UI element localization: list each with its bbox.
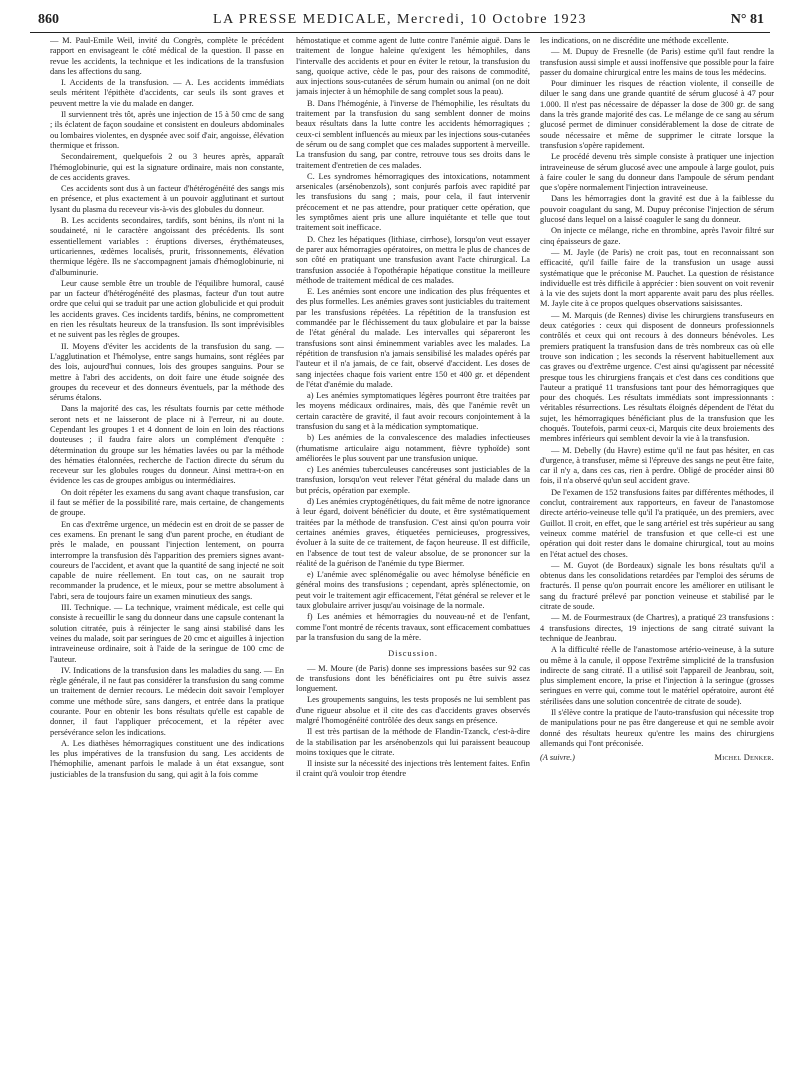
paragraph: e) L'anémie avec splénomégalie ou avec hémolyse bénéficie en général moins des transfusions ; cependant, après splénectomie, on peut voir le traitement agir efficacement, l'état général se relever et le taux globulaire arriver jusqu'au voisinage de la normale. (296, 570, 530, 611)
paragraph: Discussion. (388, 649, 438, 659)
paragraph: Dans la majorité des cas, les résultats fournis par cette méthode seront nets et ne laisseront de place ni à l'erreur, ni au doute. Cependant les groupes 1 et 4 donnent de loin en loin des réactions douteuses ; il faudra faire alors un complément d'enquête : détermination du groupe sur les hématies lavées ou par la méthode des hématies étalonnées, recherche de l'action directe du sérum du receveur sur les globules rouges du donneur. Ainsi mettra-t-on en évidence les cas de groupes ambigus ou intermédiaires. (50, 404, 284, 486)
paragraph: Il est très partisan de la méthode de Flandin-Tzanck, c'est-à-dire de la stabilisation par les arsénobenzols qui lui paraissent beaucoup moins toxiques que le citrate. (296, 727, 530, 757)
text-column-left (50, 36, 284, 1074)
paragraph: Secondairement, quelquefois 2 ou 3 heures après, apparaît l'hémoglobinurie, qui est la signature ordinaire, mais non constante, de ces accidents graves. (50, 152, 284, 182)
text-column-right (540, 36, 774, 1074)
paragraph: d) Les anémies cryptogénétiques, du fait même de notre ignorance à leur égard, doivent bénéficier du doute, et être systématiquement traitées par la méthode de transfusion. C'est ainsi qu'on pourra voir certaines anémies graves, étiquetées pernicieuses, progressives, évoluer à la suite de ce traitement, de façon heureuse. Il est difficile, en l'absence de tout test de valeur absolue, de se prononcer sur la réalité de la guérison de l'anémie du type Biermer. (296, 497, 530, 568)
paragraph: III. Technique. — La technique, vraiment médicale, est celle qui consiste à recueillir le sang du donneur dans une capsule contenant la solution citratée, puis à réinjecter le sang ainsi stabilisé dans les veines du malade, soit par seringues de 20 cmc et aiguilles à injection intraveineuse ordinaire, soit à l'aide de la seringue de 100 cmc de l'auteur. (50, 603, 284, 664)
page-number: 860 (38, 12, 59, 27)
to-be-continued: (A suivre.) (540, 753, 575, 763)
paragraph: B. Dans l'hémogénie, à l'inverse de l'hémophilie, les résultats du traitement par la transfusion du sang semblent donner de moins beaux résultats dans la lutte contre les accidents hémorragiques ; ceux-ci semblent influencés au mieux par les injections sous-cutanées de sérum ou de sang complet que ces malades supportent à merveille. La transfusion du sang, par contre, retrouve tous ses droits dans le traitement d'entretien de ces malades. (296, 98, 530, 170)
paragraph: a) Les anémies symptomatiques légères pourront être traitées par les moyens médicaux ordinaires, mais, dès que l'anémie revêt un certain caractère de gravité, il faut avoir recours conjointement à la transfusion du sang et à la médication symptomatique. (296, 391, 530, 431)
paragraph: B. Les accidents secondaires, tardifs, sont bénins, ils n'ont ni la soudaineté, ni le caractère angoissant des précédents. Ils sont essentiellement variables : éruptions diverses, érythémateuses, urticariennes, œdèmes localisés, prurit, frissonnements, élévation thermique légère. Ils ne s'accompagnent jamais d'hémoglobinurie, ni d'albuminurie. (50, 216, 284, 277)
paragraph: Il surviennent très tôt, après une injection de 15 à 50 cmc de sang ; ils éclatent de façon soudaine et consistent en douleurs abdominales ou lombaires violentes, en dyspnée avec soif d'air, angoisse, élévation thermique et frisson. (50, 110, 284, 150)
paragraph: Les groupements sanguins, les tests proposés ne lui semblent pas d'une rigueur absolue et il cite des cas d'accidents graves observés malgré l'homogénéité contrôlée des deux sangs en présence. (296, 695, 530, 725)
paragraph: I. Accidents de la transfusion. — A. Les accidents immédiats seuls méritent l'épithète d'accidents, car seuls ils sont graves et peuvent mettre la vie du malade en danger. (50, 78, 284, 108)
paragraph: Leur cause semble être un trouble de l'équilibre humoral, causé par un facteur d'hétérogénéité des plasmas, facteur d'un tout autre ordre que celui qui se traduit par une action globulicide et qui produit les accidents graves. Ces incidents tardifs, bénins, ne compromettent en rien les résultats heureux de la transfusion. Ils sont imprévisibles et ne suivent pas les règles de groupes. (50, 278, 284, 340)
author-signature: Michel Denker. (714, 753, 774, 763)
paragraph: C. Les syndromes hémorragiques des intoxications, notamment arsenicales (arsénobenzols), sont conjurés parfois avec rapidité par les transfusions du sang ; mais, pour cela, il faut intervenir précocement et ne pas attendre, pour pratiquer cette opération, que les symptômes aient pris une allure inquiétante et telle que tout traitement soit inefficace. (296, 171, 530, 233)
paragraph: Dans les hémorragies dont la gravité est due à la faiblesse du pouvoir coagulant du sang, M. Dupuy préconise l'injection de sérum glucosé dans lequel on a laissé coaguler le sang du donneur. (540, 194, 774, 225)
paragraph: Il s'élève contre la pratique de l'auto-transfusion qui nécessite trop de manipulations pour ne pas être dangereuse et qui ne semble avoir donné des résultats heureux qu'entre les mains des chirurgiens allemands qui l'ont préconisée. (540, 708, 774, 748)
paragraph: Ces accidents sont dus à un facteur d'hétérogénéité des sangs mis en présence, et plus exactement à un pouvoir agglutinant et surtout lysant du plasma du receveur vis-à-vis des globules du donneur. (50, 184, 284, 214)
paragraph: b) Les anémies de la convalescence des maladies infectieuses (rhumatisme articulaire aigu notamment, fièvre typhoïde) sont améliorées le plus souvent par une transfusion unique. (296, 433, 530, 463)
article-footer (540, 753, 774, 763)
paragraph: E. Les anémies sont encore une indication des plus fréquentes et des plus formelles. Les anémies graves sont justiciables du traitement par les transfusions répétées. La répétition de la transfusion est commandée par le fléchissement du taux globulaire et par la baisse de l'état général du malade. Les intervalles qui sépareront les transfusions sont ainsi éminemment variables avec les malades. La répétition de transfusion n'a jamais sensibilisé les malades opérés par l'auteur et il n'a jamais, de ce fait, observé d'accident. Les doses de sang injectées chaque fois varient entre 150 et 400 gr. et dépendent de l'état d'anémie du malade. (296, 287, 530, 389)
paragraph: A la difficulté réelle de l'anastomose artério-veineuse, à la suture ou même à la canule, il oppose l'extrême simplicité de la transfusion indirecte de sang citraté. Il a utilisé soit l'appareil de Jeanbrau, soit, plus simplement encore, la prise et l'injection à la seringue (grosses seringues en verre qui, comme tout le matériel opératoire, auront été stérilisées dans une solution concentrée de citrate de soude). (540, 645, 774, 706)
paragraph: — M. de Fourmestraux (de Chartres), a pratiqué 23 transfusions : 4 transfusions directes, 19 injections de sang citraté suivant la technique de Jeanbrau. (540, 613, 774, 643)
journal-title: LA PRESSE MEDICALE, Mercredi, 10 Octobre 1923 (213, 12, 587, 27)
issue-number: N° 81 (730, 12, 764, 27)
paragraph: — M. Guyot (de Bordeaux) signale les bons résultats qu'il a obtenus dans les consolidations retardées par l'emploi des sérums de fracturés. Il pense qu'on pourrait encore les améliorer en utilisant le sang du fracturé prélevé par ponction veineuse et stabilisé par le citrate de soude. (540, 560, 774, 612)
paragraph: D. Chez les hépatiques (lithiase, cirrhose), lorsqu'on veut essayer de parer aux hémorragies opératoires, on mettra le plus de chances de son côté en pratiquant une transfusion avant l'acte chirurgical. La transfusion associée à l'opothérapie hépatique constitue la meilleure méthode de traitement médical de ces malades. (296, 234, 530, 285)
paragraph: — M. Dupuy de Fresnelle (de Paris) estime qu'il faut rendre la transfusion aussi simple et aussi inoffensive que possible pour la faire passer du domaine chirurgical entre les mains de tous les médecins. (540, 47, 774, 77)
paragraph: f) Les anémies et hémorragies du nouveau-né et de l'enfant, comme l'ont montré de récents travaux, sont efficacement combattues par la transfusion du sang de la mère. (296, 612, 530, 642)
paragraph: les indications, on ne discrédite une méthode excellente. (540, 36, 729, 45)
paragraph: — M. Marquis (de Rennes) divise les chirurgiens transfuseurs en deux catégories : ceux qui disposent de donneurs professionnels contrôlés et ceux qui ont recours à des donneurs bénévoles. Les premiers pratiquent la transfusion dans de très nombreux cas où elle trouve son indication ; les seconds la réservent habituellement aux cas graves ou d'extrême urgence. C'est ainsi qu'agissent par nécessité presque tous les chirurgiens français et c'est dans ces conditions que l'auteur a pratiqué 11 transfusions tant pour des hémorragiques que pour des choqués. Les résultats immédiats sont impressionnants : véritables résurrections. Les résultats éloignés dépendent de l'état du sujet, les hémorragiques bénéficiant plus de la transfusion que les choqués. Toutefois, parmi ceux-ci, Marquis cite deux broiements des membres inférieurs qui semblent devoir la vie à la transfusion. (540, 310, 774, 444)
text-column-middle (296, 36, 530, 1074)
paragraph: II. Moyens d'éviter les accidents de la transfusion du sang. — L'agglutination et l'hémolyse, entre sangs humains, sont réglées par des lois, aujourd'hui connues, lois des groupes sanguins. Pour se mettre à l'abri des accidents, on doit faire une étude soignée des groupes du receveur et des donneurs éventuels, par la méthode des sérums étalons. (50, 341, 284, 403)
paragraph: hémostatique et comme agent de lutte contre l'anémie aiguë. Dans le traitement de longue haleine qu'exigent les hémophiles, dans l'intervalle des accidents et pour en éviter le retour, la transfusion du sang, quoique active, cède le pas, pour des raisons de commodité, aux injections sous-cutanées de sérum humain ou animal (on ne doit jamais injecter à un hémophile de sang complet sous la peau). (296, 36, 530, 97)
paragraph: — M. Moure (de Paris) donne ses impressions basées sur 92 cas de transfusions dont les bénéficiaires ont pu être suivis assez longuement. (296, 663, 530, 694)
paragraph: Il insiste sur la nécessité des injections très lentement faites. Enfin il craint qu'à vouloir trop étendre (296, 759, 530, 779)
page-header (30, 10, 770, 33)
paragraph: A. Les diathèses hémorragiques constituent une des indications les plus impératives de la transfusion du sang. Les accidents de l'hémophilie, amenant parfois le malade à un état exsangue, sont justiciables de la transfusion du sang, qui agit à la fois comme (50, 738, 284, 779)
paragraph: En cas d'extrême urgence, un médecin est en droit de se passer de ces examens. En prenant le sang d'un parent proche, en étudiant de près le malade, en poussant l'injection lentement, on pourra interrompre la transfusion dès l'apparition des premiers signes avant-coureurs de l'accident, et avant que la quantité de sang injecté ne soit capable de nuire réellement. En tout cas, on ne saurait trop recommander la prudence, et le mieux, pour se mettre absolument à l'abri, sera de toujours faire un examen minutieux des sangs. (50, 519, 284, 601)
paragraph: IV. Indications de la transfusion dans les maladies du sang. — En règle générale, il ne faut pas considérer la transfusion du sang comme un traitement de dernier recours. Le médecin doit savoir l'employer comme une méthode sûre, sans dangers, et entrée dans la pratique courante. Pour en obtenir les bons résultats qu'elle est capable de donner, il faut l'appliquer précocement, et la répéter avec persévérance selon les indications. (50, 665, 284, 737)
paragraph: — M. Paul-Emile Weil, invité du Congrès, complète le précédent rapport en envisageant le côté médical de la question. Il passe en revue les accidents, la technique et les indications de la transfusion dans les affections du sang. (50, 36, 284, 76)
paragraph: — M. Debelly (du Havre) estime qu'il ne faut pas hésiter, en cas d'urgence, à transfuser, même si l'épreuve des sangs ne peut être faite, car il n'y a, dans ces cas, rien à perdre. Obligé de procéder ainsi 80 fois, il n'a observé qu'un seul accident grave. (540, 445, 774, 486)
paragraph: c) Les anémies tuberculeuses cancéreuses sont justiciables de la transfusion, lorsqu'on veut relever l'état général du malade dans un but précis, opération par exemple. (296, 465, 530, 495)
paragraph: De l'examen de 152 transfusions faites par différentes méthodes, il conclut, contrairement aux rapporteurs, en faveur de l'anastomose directe artério-veineuse telle qu'il l'a pratiquée, un des premiers, avec Guillot. Il croit, en effet, que le sang artériel est très supérieur au sang veineux comme matériel de transfusion et que celle-ci est une opération qui doit rester dans le domaine chirurgical, tout au moins en l'état actuel des choses. (540, 487, 774, 559)
paragraph: On injecte ce mélange, riche en thrombine, après l'avoir filtré sur cinq épaisseurs de gaze. (540, 226, 774, 246)
paragraph: — M. Jayle (de Paris) ne croit pas, tout en reconnaissant son efficacité, qu'il faille faire de la transfusion un usage aussi systématique que le préconise M. Pauchet. La question de résistance individuelle est très difficile à apprécier : bien souvent on voit revenir à la vie des sujets dont la mort apparente avait paru des plus réelles. M. Jayle cite à ce propos quelques observations saisissantes. (540, 247, 774, 309)
paragraph: Pour diminuer les risques de réaction violente, il conseille de diluer le sang dans une grande quantité de sérum glucosé à 47 pour 1.000. Il n'est pas nécessaire de dépasser la dose de 300 gr. de sang dans la très grande majorité des cas. Le mélange de ce sang au sérum glucosé permet de diminuer considérablement la dose de citrate de soude nécessaire et même de supprimer le citrate lorsque la transfusion s'opère rapidement. (540, 79, 774, 150)
paragraph: Le procédé devenu très simple consiste à pratiquer une injection intraveineuse de sérum glucosé avec une ampoule à large goulot, puis à faire couler le sang du donneur dans l'ampoule de sérum pendant que s'opère normalement l'injection intraveineuse. (540, 152, 774, 193)
paragraph: On doit répéter les examens du sang avant chaque transfusion, car il faut se méfier de la possibilité rare, mais certaine, de changements de groupe. (50, 487, 284, 518)
